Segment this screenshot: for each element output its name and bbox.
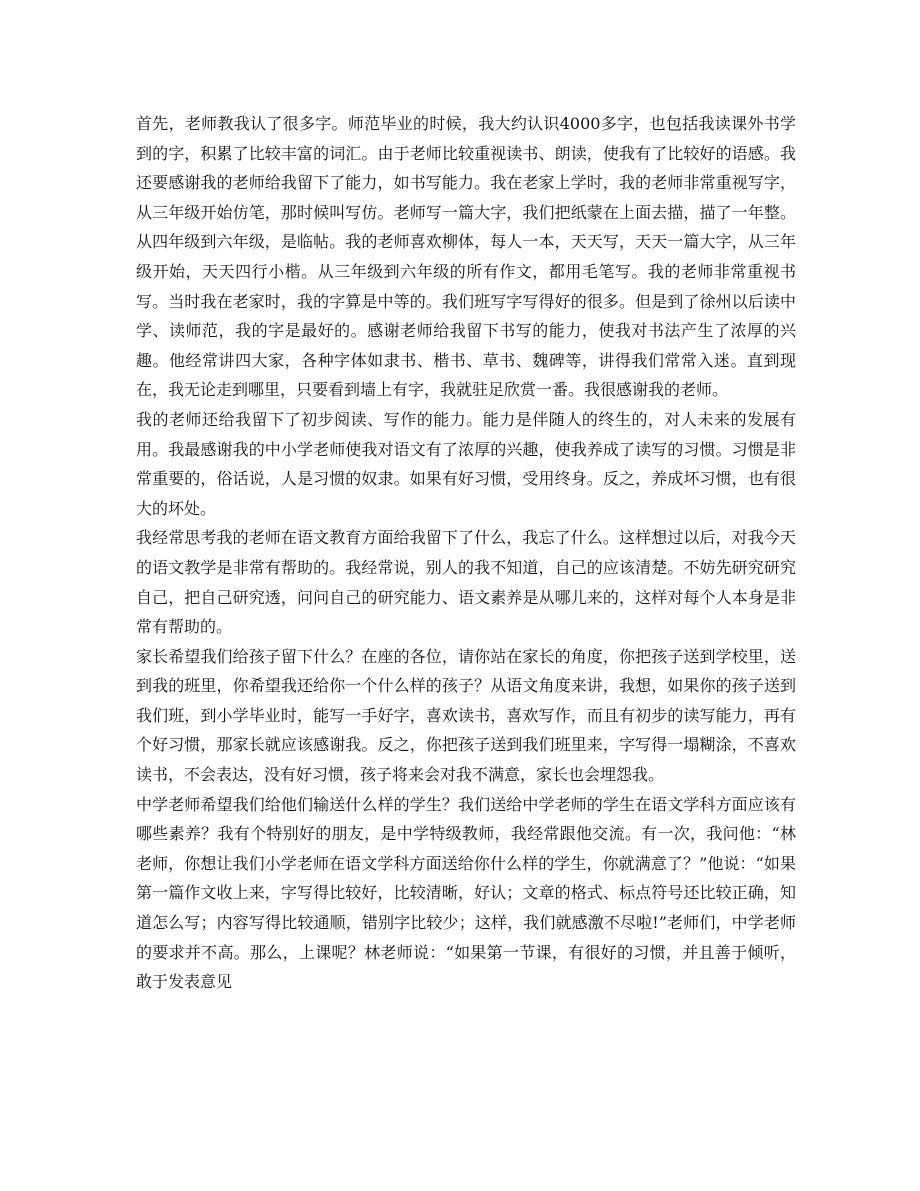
paragraph-4: 家长希望我们给孩子留下什么？在座的各位，请你站在家长的角度，你把孩子送到学校里，送到我的班里，你希望我还给你一个什么样的孩子？从语文角度来讲，我想，如果你的孩子送到我们班，到小学毕业时，能写一手好字，喜欢读书，喜欢写作，而且有初步的读写能力，再有个好习惯，那家长就应该感谢我。反之，你把孩子送到我们班里来，字写得一塌糊涂，不喜欢读书，不会表达，没有好习惯，孩子将来会对我不满意，家长也会埋怨我。 xyxy=(136,646,796,785)
paragraph-1: 首先，老师教我认了很多字。师范毕业的时候，我大约认识4000多字，也包括我读课外书学到的字，积累了比较丰富的词汇。由于老师比较重视读书、朗读，使我有了比较好的语感。我还要感谢我的老师给我留下了能力，如书写能力。我在老家上学时，我的老师非常重视写字，从三年级开始仿笔，那时候叫写仿。老师写一篇大字，我们把纸蒙在上面去描，描了一年整。从四年级到六年级，是临帖。我的老师喜欢柳体，每人一本，天天写，天天一篇大字，从三年级开始，天天四行小楷。从三年级到六年级的所有作文，都用毛笔写。我的老师非常重视书写。当时我在老家时，我的字算是中等的。我们班写字写得好的很多。但是到了徐州以后读中学、读师范，我的字是最好的。感谢老师给我留下书写的能力，使我对书法产生了浓厚的兴趣。他经常讲四大家，各种字体如隶书、楷书、草书、魏碑等，讲得我们常常入迷。直到现在，我无论走到哪里，只要看到墙上有字，我就驻足欣赏一番。我很感谢我的老师。 xyxy=(136,114,796,400)
document-body xyxy=(136,109,796,997)
paragraph-3: 我经常思考我的老师在语文教育方面给我留下了什么，我忘了什么。这样想过以后，对我今天的语文教学是非常有帮助的。我经常说，别人的我不知道，自己的应该清楚。不妨先研究研究自己，把自己研究透，问问自己的研究能力、语文素养是从哪儿来的，这样对每个人本身是非常有帮助的。 xyxy=(136,528,796,637)
paragraph-5: 中学老师希望我们给他们输送什么样的学生？我们送给中学老师的学生在语文学科方面应该有哪些素养？我有个特别好的朋友，是中学特级教师，我经常跟他交流。有一次，我问他：“林老师，你想让我们小学老师在语文学科方面送给你什么样的学生，你就满意了？”他说：“如果第一篇作文收上来，字写得比较好，比较清晰，好认；文章的格式、标点符号还比较正确，知道怎么写；内容写得比较通顺，错别字比较少；这样，我们就感激不尽啦!”老师们，中学老师的要求并不高。那么，上课呢？林老师说：“如果第一节课，有很好的习惯，并且善于倾听，敢于发表意见 xyxy=(136,794,796,992)
paragraph-2: 我的老师还给我留下了初步阅读、写作的能力。能力是伴随人的终生的，对人未来的发展有用。我最感谢我的中小学老师使我对语文有了浓厚的兴趣，使我养成了读写的习惯。习惯是非常重要的，俗话说，人是习惯的奴隶。如果有好习惯，受用终身。反之，养成坏习惯，也有很大的坏处。 xyxy=(136,409,796,518)
